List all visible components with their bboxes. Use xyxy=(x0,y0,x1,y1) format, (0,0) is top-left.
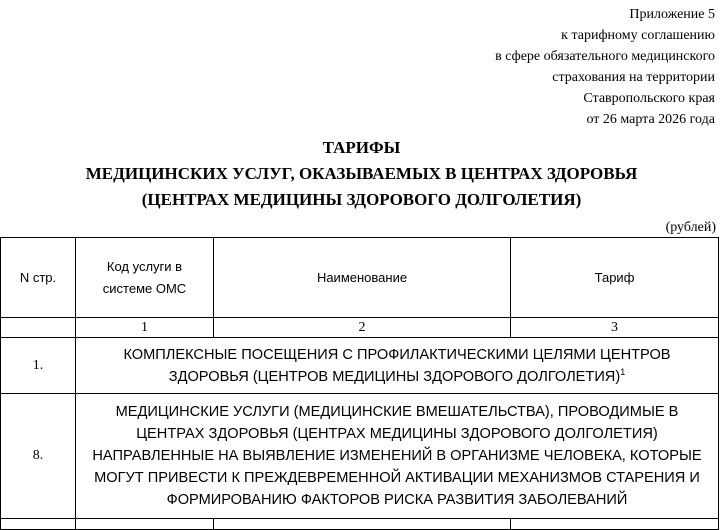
section-line: ЦЕНТРАХ ЗДОРОВЬЯ (ЦЕНТРАХ МЕДИЦИНЫ ЗДОРОВОГО ДОЛГОЛЕТИЯ) xyxy=(136,426,658,442)
appendix-line: страхования на территории xyxy=(552,70,715,85)
row-number: 1. xyxy=(1,338,76,394)
column-number-empty xyxy=(1,318,76,338)
title-line: ТАРИФЫ xyxy=(322,138,401,157)
appendix-line: к тарифному соглашению xyxy=(561,28,715,43)
section-line-text: ЗДОРОВЬЯ (ЦЕНТРОВ МЕДИЦИНЫ ЗДОРОВОГО ДОЛГОЛЕТИЯ) xyxy=(168,368,621,385)
title-line: (ЦЕНТРАХ МЕДИЦИНЫ ЗДОРОВОГО ДОЛГОЛЕТИЯ) xyxy=(141,190,582,209)
column-number: 2 xyxy=(214,318,511,338)
section-line: НАПРАВЛЕННЫЕ НА ВЫЯВЛЕНИЕ ИЗМЕНЕНИЙ В ОРГАНИЗМЕ ЧЕЛОВЕКА, КОТОРЫЕ xyxy=(92,448,702,464)
appendix-header xyxy=(295,4,715,130)
appendix-line: Приложение 5 xyxy=(629,7,715,22)
table-cell xyxy=(1,519,76,530)
row-number: 8. xyxy=(1,394,76,519)
section-line: МОГУТ ПРИВЕСТИ К ПРЕЖДЕВРЕМЕННОЙ АКТИВАЦИИ МЕХАНИЗМОВ СТАРЕНИЯ И xyxy=(94,470,700,486)
section-line: ФОРМИРОВАНИЮ ФАКТОРОВ РИСКА РАЗВИТИЯ ЗАБОЛЕВАНИЙ xyxy=(166,492,628,508)
section-title xyxy=(76,338,719,394)
table-cell xyxy=(76,519,214,530)
table-cell xyxy=(511,519,719,530)
table-row-partial xyxy=(1,519,719,530)
header-code xyxy=(76,238,214,318)
section-line: КОМПЛЕКСНЫЕ ПОСЕЩЕНИЯ С ПРОФИЛАКТИЧЕСКИМИ ЦЕЛЯМИ ЦЕНТРОВ xyxy=(123,346,671,363)
table-cell xyxy=(214,519,511,530)
appendix-line: Ставропольского края xyxy=(583,91,715,106)
appendix-line: в сфере обязательного медицинского xyxy=(495,49,715,64)
title-line: МЕДИЦИНСКИХ УСЛУГ, ОКАЗЫВАЕМЫХ В ЦЕНТРАХ ЗДОРОВЬЯ xyxy=(85,164,638,183)
header-code-line: Код услуги в xyxy=(106,258,183,274)
header-name: Наименование xyxy=(214,238,511,318)
document-title xyxy=(0,135,723,213)
header-num: N стр. xyxy=(1,238,76,318)
column-number: 3 xyxy=(511,318,719,338)
column-number: 1 xyxy=(76,318,214,338)
column-numbers-row xyxy=(1,318,719,338)
header-code-line: системе ОМС xyxy=(102,280,187,296)
table-row xyxy=(1,394,719,519)
header-tariff: Тариф xyxy=(511,238,719,318)
appendix-line: от 26 марта 2026 года xyxy=(586,112,715,127)
section-line: МЕДИЦИНСКИЕ УСЛУГИ (МЕДИЦИНСКИЕ ВМЕШАТЕЛЬСТВА), ПРОВОДИМЫЕ В xyxy=(115,404,679,420)
table-row xyxy=(1,338,719,394)
section-line xyxy=(78,366,716,388)
tariffs-table xyxy=(0,237,719,530)
units-label: (рублей) xyxy=(665,220,716,235)
section-title xyxy=(76,394,719,519)
table-header-row xyxy=(1,238,719,318)
footnote-marker: 1 xyxy=(620,366,626,377)
